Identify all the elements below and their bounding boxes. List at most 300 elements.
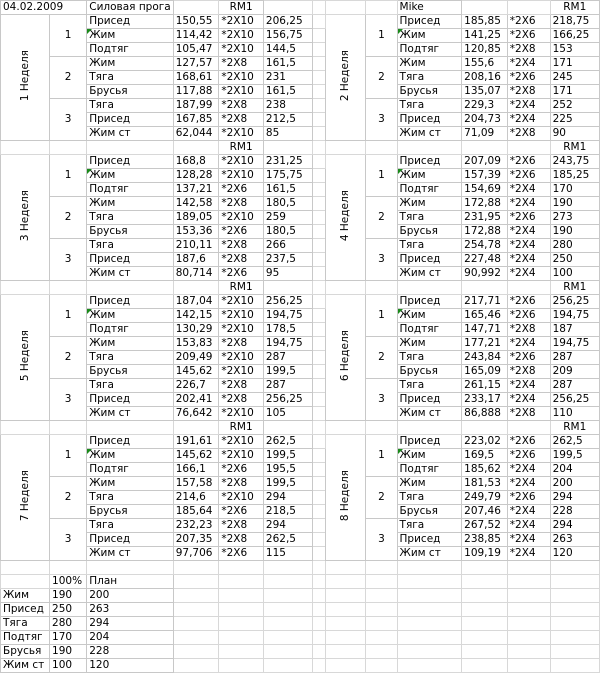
weight-value[interactable]: 185,85: [462, 15, 508, 29]
empty-cell[interactable]: [507, 589, 550, 603]
separator-cell[interactable]: [313, 43, 325, 57]
rm-header[interactable]: RM1: [550, 1, 599, 15]
empty-cell[interactable]: [313, 589, 325, 603]
empty-cell[interactable]: [550, 561, 599, 575]
day-number[interactable]: 3: [50, 379, 87, 421]
empty-cell[interactable]: [313, 575, 325, 589]
sets-reps[interactable]: *2X8: [219, 533, 264, 547]
weight-value[interactable]: 207,09: [462, 155, 508, 169]
separator-cell[interactable]: [313, 155, 325, 169]
empty-cell[interactable]: [325, 589, 366, 603]
separator-cell[interactable]: [313, 393, 325, 407]
weight-value[interactable]: 105,47: [173, 43, 219, 57]
sets-reps[interactable]: *2X8: [219, 57, 264, 71]
empty-cell[interactable]: [397, 141, 462, 155]
rm-value[interactable]: 166,25: [550, 29, 599, 43]
summary-max[interactable]: 280: [50, 617, 87, 631]
rm-value[interactable]: 256,25: [263, 295, 312, 309]
empty-cell[interactable]: [325, 659, 366, 673]
summary-plan[interactable]: 228: [87, 645, 173, 659]
day-number[interactable]: 3: [366, 239, 397, 281]
empty-cell[interactable]: [325, 561, 366, 575]
exercise-name[interactable]: Жим: [87, 169, 173, 183]
rm-value[interactable]: 161,5: [263, 183, 312, 197]
weight-value[interactable]: 165,46: [462, 309, 508, 323]
day-number[interactable]: 3: [50, 99, 87, 141]
rm-value[interactable]: 194,75: [263, 337, 312, 351]
separator-cell[interactable]: [313, 477, 325, 491]
rm-value[interactable]: 256,25: [550, 393, 599, 407]
empty-cell[interactable]: [507, 617, 550, 631]
rm-value[interactable]: 199,5: [263, 365, 312, 379]
empty-cell[interactable]: [462, 421, 508, 435]
exercise-name[interactable]: Тяга: [397, 519, 462, 533]
empty-cell[interactable]: [366, 421, 397, 435]
empty-cell[interactable]: [263, 603, 312, 617]
day-number[interactable]: 1: [50, 295, 87, 337]
empty-cell[interactable]: [173, 589, 219, 603]
weight-value[interactable]: 209,49: [173, 351, 219, 365]
empty-cell[interactable]: [507, 1, 550, 15]
empty-cell[interactable]: [397, 575, 462, 589]
sets-reps[interactable]: *2X10: [219, 309, 264, 323]
summary-exercise[interactable]: Подтяг: [1, 631, 50, 645]
rm-value[interactable]: 115: [263, 547, 312, 561]
empty-cell[interactable]: [219, 575, 264, 589]
sets-reps[interactable]: *2X6: [219, 505, 264, 519]
percent-header[interactable]: 100%: [50, 575, 87, 589]
summary-exercise[interactable]: Тяга: [1, 617, 50, 631]
weight-value[interactable]: 254,78: [462, 239, 508, 253]
summary-max[interactable]: 170: [50, 631, 87, 645]
sets-reps[interactable]: *2X6: [507, 295, 550, 309]
rm-value[interactable]: 190: [550, 225, 599, 239]
weight-value[interactable]: 169,5: [462, 449, 508, 463]
rm-value[interactable]: 294: [263, 491, 312, 505]
sets-reps[interactable]: *2X6: [507, 71, 550, 85]
rm-value[interactable]: 294: [550, 491, 599, 505]
exercise-name[interactable]: Тяга: [397, 351, 462, 365]
weight-value[interactable]: 187,04: [173, 295, 219, 309]
rm-value[interactable]: 259: [263, 211, 312, 225]
weight-value[interactable]: 189,05: [173, 211, 219, 225]
sets-reps[interactable]: *2X8: [507, 127, 550, 141]
exercise-name[interactable]: Подтяг: [397, 43, 462, 57]
summary-plan[interactable]: 263: [87, 603, 173, 617]
rm-value[interactable]: 180,5: [263, 225, 312, 239]
empty-cell[interactable]: [507, 561, 550, 575]
sets-reps[interactable]: *2X6: [507, 491, 550, 505]
summary-plan[interactable]: 120: [87, 659, 173, 673]
rm-value[interactable]: 153: [550, 43, 599, 57]
day-number[interactable]: 2: [50, 57, 87, 99]
day-number[interactable]: 1: [366, 15, 397, 57]
weight-value[interactable]: 153,83: [173, 337, 219, 351]
sets-reps[interactable]: *2X6: [219, 547, 264, 561]
empty-cell[interactable]: [1, 421, 50, 435]
sets-reps[interactable]: *2X4: [507, 547, 550, 561]
empty-cell[interactable]: [263, 645, 312, 659]
separator-cell[interactable]: [313, 113, 325, 127]
exercise-name[interactable]: Брусья: [397, 365, 462, 379]
empty-cell[interactable]: [462, 561, 508, 575]
rm-value[interactable]: 171: [550, 57, 599, 71]
day-number[interactable]: 1: [366, 295, 397, 337]
day-number[interactable]: 3: [366, 379, 397, 421]
empty-cell[interactable]: [325, 141, 366, 155]
exercise-name[interactable]: Жим: [397, 57, 462, 71]
empty-cell[interactable]: [550, 659, 599, 673]
sets-reps[interactable]: *2X4: [507, 225, 550, 239]
empty-cell[interactable]: [462, 659, 508, 673]
empty-cell[interactable]: [366, 575, 397, 589]
exercise-name[interactable]: Жим: [397, 449, 462, 463]
rm-value[interactable]: 206,25: [263, 15, 312, 29]
sets-reps[interactable]: *2X10: [219, 295, 264, 309]
empty-cell[interactable]: [313, 281, 325, 295]
exercise-name[interactable]: Тяга: [87, 211, 173, 225]
date-cell[interactable]: 04.02.2009: [1, 1, 87, 15]
separator-cell[interactable]: [313, 309, 325, 323]
weight-value[interactable]: 207,46: [462, 505, 508, 519]
rm-value[interactable]: 237,5: [263, 253, 312, 267]
empty-cell[interactable]: [325, 603, 366, 617]
day-number[interactable]: 1: [50, 15, 87, 57]
rm-value[interactable]: 273: [550, 211, 599, 225]
sets-reps[interactable]: *2X8: [219, 113, 264, 127]
sets-reps[interactable]: *2X4: [507, 239, 550, 253]
week-label[interactable]: [325, 435, 366, 561]
weight-value[interactable]: 153,36: [173, 225, 219, 239]
summary-max[interactable]: 190: [50, 589, 87, 603]
day-number[interactable]: 3: [366, 99, 397, 141]
empty-cell[interactable]: [462, 589, 508, 603]
weight-value[interactable]: 166,1: [173, 463, 219, 477]
empty-cell[interactable]: [173, 141, 219, 155]
empty-cell[interactable]: [507, 281, 550, 295]
exercise-name[interactable]: Присед: [397, 113, 462, 127]
exercise-name[interactable]: Жим ст: [397, 267, 462, 281]
empty-cell[interactable]: [462, 617, 508, 631]
exercise-name[interactable]: Жим ст: [397, 127, 462, 141]
exercise-name[interactable]: Тяга: [397, 239, 462, 253]
exercise-name[interactable]: Жим: [397, 309, 462, 323]
exercise-name[interactable]: Жим: [87, 449, 173, 463]
weight-value[interactable]: 177,21: [462, 337, 508, 351]
separator-cell[interactable]: [313, 505, 325, 519]
sets-reps[interactable]: *2X4: [507, 99, 550, 113]
sets-reps[interactable]: *2X10: [219, 15, 264, 29]
sets-reps[interactable]: *2X8: [219, 197, 264, 211]
empty-cell[interactable]: [87, 141, 173, 155]
rm-value[interactable]: 194,75: [263, 309, 312, 323]
separator-cell[interactable]: [313, 463, 325, 477]
empty-cell[interactable]: [366, 589, 397, 603]
empty-cell[interactable]: [219, 589, 264, 603]
rm-value[interactable]: 243,75: [550, 155, 599, 169]
day-number[interactable]: 2: [366, 477, 397, 519]
weight-value[interactable]: 231,95: [462, 211, 508, 225]
empty-cell[interactable]: [325, 617, 366, 631]
sets-reps[interactable]: *2X6: [507, 435, 550, 449]
exercise-name[interactable]: Присед: [87, 435, 173, 449]
weight-value[interactable]: 185,64: [173, 505, 219, 519]
rm-value[interactable]: 200: [550, 477, 599, 491]
empty-cell[interactable]: [325, 575, 366, 589]
exercise-name[interactable]: Тяга: [87, 239, 173, 253]
weight-value[interactable]: 223,02: [462, 435, 508, 449]
week-label[interactable]: [325, 295, 366, 421]
sets-reps[interactable]: *2X8: [219, 519, 264, 533]
exercise-name[interactable]: Жим: [87, 309, 173, 323]
empty-cell[interactable]: [173, 1, 219, 15]
exercise-name[interactable]: Жим ст: [87, 127, 173, 141]
empty-cell[interactable]: [87, 561, 173, 575]
sets-reps[interactable]: *2X8: [507, 85, 550, 99]
empty-cell[interactable]: [366, 617, 397, 631]
day-number[interactable]: 1: [366, 155, 397, 197]
rm-value[interactable]: 190: [550, 197, 599, 211]
rm-value[interactable]: 250: [550, 253, 599, 267]
empty-cell[interactable]: [550, 603, 599, 617]
sets-reps[interactable]: *2X10: [219, 85, 264, 99]
exercise-name[interactable]: Тяга: [87, 379, 173, 393]
separator-cell[interactable]: [313, 337, 325, 351]
rm-value[interactable]: 180,5: [263, 197, 312, 211]
weight-value[interactable]: 208,16: [462, 71, 508, 85]
rm-value[interactable]: 262,5: [550, 435, 599, 449]
sets-reps[interactable]: *2X6: [507, 309, 550, 323]
empty-cell[interactable]: [50, 561, 87, 575]
rm-value[interactable]: 225: [550, 113, 599, 127]
exercise-name[interactable]: Тяга: [397, 491, 462, 505]
exercise-name[interactable]: Тяга: [87, 99, 173, 113]
day-number[interactable]: 2: [50, 197, 87, 239]
empty-cell[interactable]: [219, 617, 264, 631]
weight-value[interactable]: 181,53: [462, 477, 508, 491]
empty-cell[interactable]: [173, 561, 219, 575]
weight-value[interactable]: 214,6: [173, 491, 219, 505]
weight-value[interactable]: 155,6: [462, 57, 508, 71]
empty-cell[interactable]: [173, 575, 219, 589]
weight-value[interactable]: 249,79: [462, 491, 508, 505]
separator-cell[interactable]: [313, 127, 325, 141]
summary-max[interactable]: 100: [50, 659, 87, 673]
sets-reps[interactable]: *2X10: [219, 407, 264, 421]
weight-value[interactable]: 128,28: [173, 169, 219, 183]
week-label[interactable]: [1, 435, 50, 561]
empty-cell[interactable]: [219, 659, 264, 673]
empty-cell[interactable]: [397, 617, 462, 631]
day-number[interactable]: 1: [50, 155, 87, 197]
day-number[interactable]: 3: [50, 519, 87, 561]
weight-value[interactable]: 62,044: [173, 127, 219, 141]
empty-cell[interactable]: [550, 617, 599, 631]
sets-reps[interactable]: *2X4: [507, 379, 550, 393]
rm-value[interactable]: 294: [263, 519, 312, 533]
weight-value[interactable]: 145,62: [173, 449, 219, 463]
exercise-name[interactable]: Подтяг: [397, 183, 462, 197]
exercise-name[interactable]: Жим ст: [397, 407, 462, 421]
empty-cell[interactable]: [313, 1, 325, 15]
empty-cell[interactable]: [219, 631, 264, 645]
sets-reps[interactable]: *2X6: [507, 155, 550, 169]
exercise-name[interactable]: Подтяг: [397, 323, 462, 337]
rm-value[interactable]: 110: [550, 407, 599, 421]
empty-cell[interactable]: [50, 421, 87, 435]
sets-reps[interactable]: *2X4: [507, 113, 550, 127]
rm-header[interactable]: RM1: [550, 141, 599, 155]
separator-cell[interactable]: [313, 169, 325, 183]
empty-cell[interactable]: [87, 281, 173, 295]
empty-cell[interactable]: [462, 631, 508, 645]
empty-cell[interactable]: [50, 281, 87, 295]
rm-value[interactable]: 263: [550, 533, 599, 547]
empty-cell[interactable]: [366, 141, 397, 155]
separator-cell[interactable]: [313, 183, 325, 197]
empty-cell[interactable]: [397, 589, 462, 603]
empty-cell[interactable]: [263, 1, 312, 15]
sets-reps[interactable]: *2X10: [219, 71, 264, 85]
separator-cell[interactable]: [313, 99, 325, 113]
empty-cell[interactable]: [1, 281, 50, 295]
exercise-name[interactable]: Брусья: [397, 505, 462, 519]
exercise-name[interactable]: Присед: [397, 295, 462, 309]
empty-cell[interactable]: [507, 645, 550, 659]
separator-cell[interactable]: [313, 85, 325, 99]
rm-value[interactable]: 161,5: [263, 57, 312, 71]
day-number[interactable]: 2: [366, 197, 397, 239]
sets-reps[interactable]: *2X10: [219, 323, 264, 337]
empty-cell[interactable]: [550, 645, 599, 659]
weight-value[interactable]: 150,55: [173, 15, 219, 29]
empty-cell[interactable]: [507, 141, 550, 155]
empty-cell[interactable]: [462, 1, 508, 15]
empty-cell[interactable]: [397, 645, 462, 659]
empty-cell[interactable]: [366, 645, 397, 659]
separator-cell[interactable]: [313, 323, 325, 337]
week-label[interactable]: [1, 15, 50, 141]
rm-value[interactable]: 95: [263, 267, 312, 281]
empty-cell[interactable]: [263, 617, 312, 631]
rm-value[interactable]: 218,5: [263, 505, 312, 519]
exercise-name[interactable]: Жим: [87, 57, 173, 71]
exercise-name[interactable]: Жим ст: [397, 547, 462, 561]
rm-header[interactable]: RM1: [219, 281, 264, 295]
separator-cell[interactable]: [313, 211, 325, 225]
weight-value[interactable]: 90,992: [462, 267, 508, 281]
sets-reps[interactable]: *2X4: [507, 477, 550, 491]
day-number[interactable]: 2: [366, 57, 397, 99]
weight-value[interactable]: 187,99: [173, 99, 219, 113]
empty-cell[interactable]: [550, 631, 599, 645]
weight-value[interactable]: 191,61: [173, 435, 219, 449]
sets-reps[interactable]: *2X6: [219, 267, 264, 281]
rm-value[interactable]: 120: [550, 547, 599, 561]
sets-reps[interactable]: *2X6: [507, 351, 550, 365]
sets-reps[interactable]: *2X10: [219, 155, 264, 169]
weight-value[interactable]: 261,15: [462, 379, 508, 393]
rm-value[interactable]: 194,75: [550, 337, 599, 351]
rm-header[interactable]: RM1: [550, 281, 599, 295]
empty-cell[interactable]: [507, 575, 550, 589]
empty-cell[interactable]: [313, 561, 325, 575]
rm-value[interactable]: 185,25: [550, 169, 599, 183]
empty-cell[interactable]: [366, 281, 397, 295]
exercise-name[interactable]: Присед: [87, 295, 173, 309]
week-label[interactable]: [325, 15, 366, 141]
empty-cell[interactable]: [313, 141, 325, 155]
rm-value[interactable]: 171: [550, 85, 599, 99]
sets-reps[interactable]: *2X10: [219, 491, 264, 505]
weight-value[interactable]: 204,73: [462, 113, 508, 127]
weight-value[interactable]: 120,85: [462, 43, 508, 57]
summary-exercise[interactable]: Присед: [1, 603, 50, 617]
empty-cell[interactable]: [397, 603, 462, 617]
sets-reps[interactable]: *2X8: [219, 253, 264, 267]
exercise-name[interactable]: Присед: [87, 533, 173, 547]
exercise-name[interactable]: Подтяг: [87, 43, 173, 57]
summary-exercise[interactable]: Жим: [1, 589, 50, 603]
exercise-name[interactable]: Жим: [87, 29, 173, 43]
weight-value[interactable]: 137,21: [173, 183, 219, 197]
weight-value[interactable]: 157,58: [173, 477, 219, 491]
empty-cell[interactable]: [313, 631, 325, 645]
weight-value[interactable]: 114,42: [173, 29, 219, 43]
separator-cell[interactable]: [313, 295, 325, 309]
empty-cell[interactable]: [397, 659, 462, 673]
empty-cell[interactable]: [263, 141, 312, 155]
day-number[interactable]: 1: [366, 435, 397, 477]
sets-reps[interactable]: *2X4: [507, 505, 550, 519]
sets-reps[interactable]: *2X4: [507, 57, 550, 71]
separator-cell[interactable]: [313, 267, 325, 281]
exercise-name[interactable]: Жим: [87, 197, 173, 211]
rm-value[interactable]: 178,5: [263, 323, 312, 337]
sets-reps[interactable]: *2X8: [219, 393, 264, 407]
empty-cell[interactable]: [219, 561, 264, 575]
weight-value[interactable]: 117,88: [173, 85, 219, 99]
sets-reps[interactable]: *2X10: [219, 29, 264, 43]
summary-plan[interactable]: 204: [87, 631, 173, 645]
empty-cell[interactable]: [313, 603, 325, 617]
weight-value[interactable]: 238,85: [462, 533, 508, 547]
weight-value[interactable]: 172,88: [462, 197, 508, 211]
exercise-name[interactable]: Брусья: [87, 365, 173, 379]
exercise-name[interactable]: Присед: [397, 435, 462, 449]
rm-value[interactable]: 287: [550, 351, 599, 365]
week-label[interactable]: [1, 155, 50, 281]
weight-value[interactable]: 157,39: [462, 169, 508, 183]
rm-value[interactable]: 209: [550, 365, 599, 379]
rm-value[interactable]: 170: [550, 183, 599, 197]
summary-plan[interactable]: 294: [87, 617, 173, 631]
sets-reps[interactable]: *2X10: [219, 211, 264, 225]
empty-cell[interactable]: [397, 561, 462, 575]
empty-cell[interactable]: [366, 659, 397, 673]
empty-cell[interactable]: [325, 645, 366, 659]
empty-cell[interactable]: [313, 421, 325, 435]
separator-cell[interactable]: [313, 533, 325, 547]
weight-value[interactable]: 141,25: [462, 29, 508, 43]
empty-cell[interactable]: [173, 631, 219, 645]
rm-value[interactable]: 231,25: [263, 155, 312, 169]
weight-value[interactable]: 130,29: [173, 323, 219, 337]
exercise-name[interactable]: Брусья: [87, 85, 173, 99]
exercise-name[interactable]: Тяга: [397, 211, 462, 225]
exercise-name[interactable]: Подтяг: [87, 183, 173, 197]
rm-value[interactable]: 161,5: [263, 85, 312, 99]
